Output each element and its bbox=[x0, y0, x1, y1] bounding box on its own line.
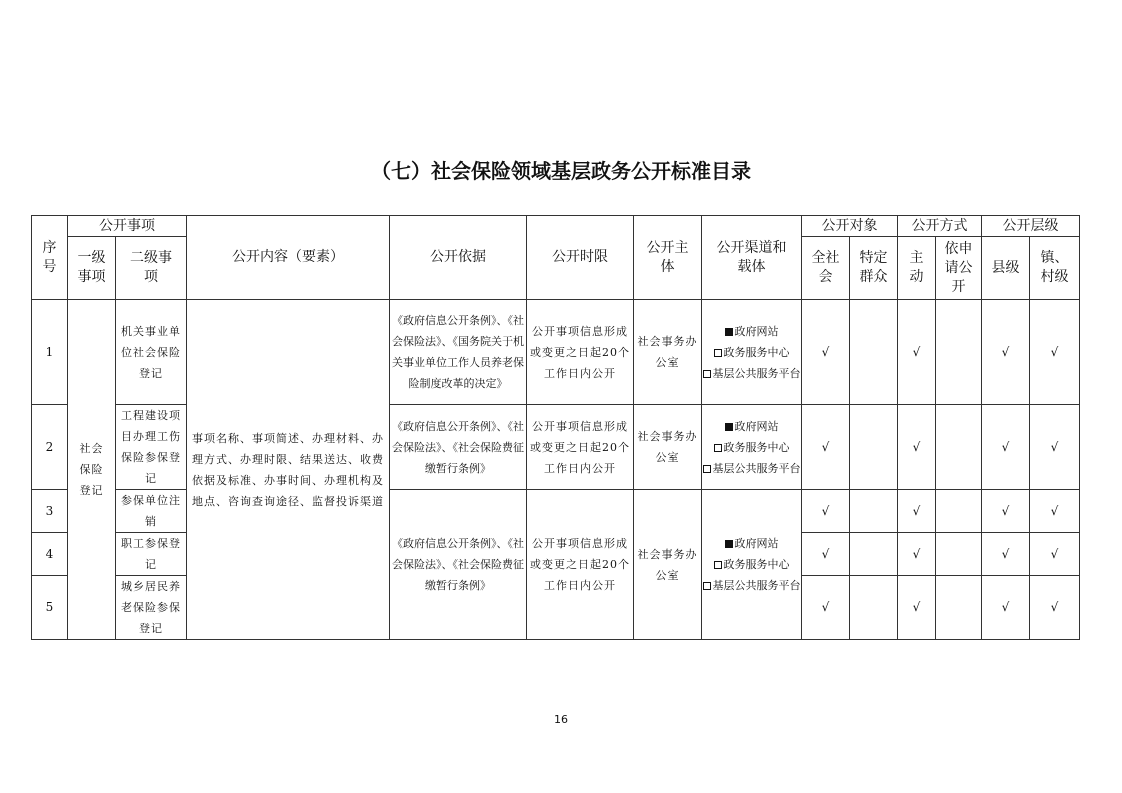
header-level-group: 公开层级 bbox=[982, 216, 1080, 237]
channel-service-center: 政务服务中心 bbox=[702, 342, 801, 363]
channel-platform: 基层公共服务平台 bbox=[702, 575, 801, 596]
page-number: 16 bbox=[554, 713, 568, 726]
check-level-town: √ bbox=[1030, 576, 1080, 640]
content-text: 事项名称、事项简述、办理材料、办理方式、办理时限、结果送达、收费依据及标准、办事时间、办理机构及地点、咨询查询途径、监督投诉渠道 bbox=[187, 300, 390, 640]
checked-box-icon bbox=[725, 540, 733, 548]
page-title: （七）社会保险领域基层政务公开标准目录 bbox=[371, 159, 751, 183]
level2-item: 机关事业单位社会保险登记 bbox=[116, 300, 187, 405]
cell-audience-specific bbox=[850, 490, 898, 533]
channel-platform: 基层公共服务平台 bbox=[702, 458, 801, 479]
check-method-active: √ bbox=[898, 490, 936, 533]
header-channel: 公开渠道和载体 bbox=[702, 216, 802, 300]
check-level-county: √ bbox=[982, 405, 1030, 490]
row-subject: 社会事务办公室 bbox=[634, 300, 702, 405]
row-channels bbox=[702, 405, 802, 490]
check-level-county: √ bbox=[982, 490, 1030, 533]
header-audience-group: 公开对象 bbox=[802, 216, 898, 237]
unchecked-box-icon bbox=[714, 444, 722, 452]
row-basis: 《政府信息公开条例》、《社会保险法》、《社会保险费征缴暂行条例》 bbox=[390, 405, 527, 490]
row-seq: 5 bbox=[32, 576, 68, 640]
header-content: 公开内容（要素） bbox=[187, 216, 390, 300]
cell-method-request bbox=[936, 576, 982, 640]
check-audience-all: √ bbox=[802, 300, 850, 405]
cell-audience-specific bbox=[850, 576, 898, 640]
check-method-active: √ bbox=[898, 405, 936, 490]
merged-basis: 《政府信息公开条例》、《社会保险法》、《社会保险费征缴暂行条例》 bbox=[390, 490, 527, 640]
cell-method-request bbox=[936, 533, 982, 576]
channel-website: 政府网站 bbox=[702, 416, 801, 437]
cell-method-request bbox=[936, 490, 982, 533]
row-seq: 4 bbox=[32, 533, 68, 576]
header-items-group: 公开事项 bbox=[68, 216, 187, 237]
unchecked-box-icon bbox=[703, 582, 711, 590]
check-level-town: √ bbox=[1030, 533, 1080, 576]
check-level-county: √ bbox=[982, 576, 1030, 640]
header-method-active: 主动 bbox=[898, 237, 936, 300]
row-time-limit: 公开事项信息形成或变更之日起20个工作日内公开 bbox=[527, 300, 634, 405]
channel-service-center: 政务服务中心 bbox=[702, 437, 801, 458]
header-time-limit: 公开时限 bbox=[527, 216, 634, 300]
check-level-county: √ bbox=[982, 300, 1030, 405]
header-basis: 公开依据 bbox=[390, 216, 527, 300]
check-audience-all: √ bbox=[802, 405, 850, 490]
channel-platform: 基层公共服务平台 bbox=[702, 363, 801, 384]
level1-item: 社会保险登记 bbox=[68, 300, 116, 640]
merged-time-limit: 公开事项信息形成或变更之日起20个工作日内公开 bbox=[527, 490, 634, 640]
check-method-active: √ bbox=[898, 300, 936, 405]
header-level-town: 镇、村级 bbox=[1030, 237, 1080, 300]
header-row-1 bbox=[32, 216, 1080, 237]
channel-service-center: 政务服务中心 bbox=[702, 554, 801, 575]
channel-website: 政府网站 bbox=[702, 321, 801, 342]
cell-audience-specific bbox=[850, 300, 898, 405]
header-level2: 二级事项 bbox=[116, 237, 187, 300]
header-audience-all: 全社会 bbox=[802, 237, 850, 300]
header-seq: 序号 bbox=[32, 216, 68, 300]
cell-audience-specific bbox=[850, 533, 898, 576]
level2-item: 工程建设项目办理工伤保险参保登记 bbox=[116, 405, 187, 490]
level2-item: 职工参保登记 bbox=[116, 533, 187, 576]
check-audience-all: √ bbox=[802, 576, 850, 640]
merged-subject: 社会事务办公室 bbox=[634, 490, 702, 640]
row-time-limit: 公开事项信息形成或变更之日起20个工作日内公开 bbox=[527, 405, 634, 490]
row-seq: 2 bbox=[32, 405, 68, 490]
channel-website: 政府网站 bbox=[702, 533, 801, 554]
header-method-request: 依申请公开 bbox=[936, 237, 982, 300]
level2-item: 城乡居民养老保险参保登记 bbox=[116, 576, 187, 640]
check-level-county: √ bbox=[982, 533, 1030, 576]
level2-item: 参保单位注销 bbox=[116, 490, 187, 533]
checked-box-icon bbox=[725, 328, 733, 336]
row-channels bbox=[702, 300, 802, 405]
cell-method-request bbox=[936, 405, 982, 490]
row-seq: 3 bbox=[32, 490, 68, 533]
header-level1: 一级事项 bbox=[68, 237, 116, 300]
check-audience-all: √ bbox=[802, 533, 850, 576]
catalog-table bbox=[31, 215, 1080, 640]
header-level-county: 县级 bbox=[982, 237, 1030, 300]
table-row bbox=[32, 300, 1080, 405]
checked-box-icon bbox=[725, 423, 733, 431]
merged-channels bbox=[702, 490, 802, 640]
unchecked-box-icon bbox=[703, 370, 711, 378]
check-level-town: √ bbox=[1030, 490, 1080, 533]
row-seq: 1 bbox=[32, 300, 68, 405]
unchecked-box-icon bbox=[703, 465, 711, 473]
unchecked-box-icon bbox=[714, 349, 722, 357]
row-basis: 《政府信息公开条例》、《社会保险法》、《国务院关于机关事业单位工作人员养老保险制度改革的决定》 bbox=[390, 300, 527, 405]
row-subject: 社会事务办公室 bbox=[634, 405, 702, 490]
check-level-town: √ bbox=[1030, 300, 1080, 405]
check-method-active: √ bbox=[898, 576, 936, 640]
cell-method-request bbox=[936, 300, 982, 405]
cell-audience-specific bbox=[850, 405, 898, 490]
unchecked-box-icon bbox=[714, 561, 722, 569]
header-method-group: 公开方式 bbox=[898, 216, 982, 237]
check-audience-all: √ bbox=[802, 490, 850, 533]
check-level-town: √ bbox=[1030, 405, 1080, 490]
header-audience-specific: 特定群众 bbox=[850, 237, 898, 300]
check-method-active: √ bbox=[898, 533, 936, 576]
header-subject: 公开主体 bbox=[634, 216, 702, 300]
